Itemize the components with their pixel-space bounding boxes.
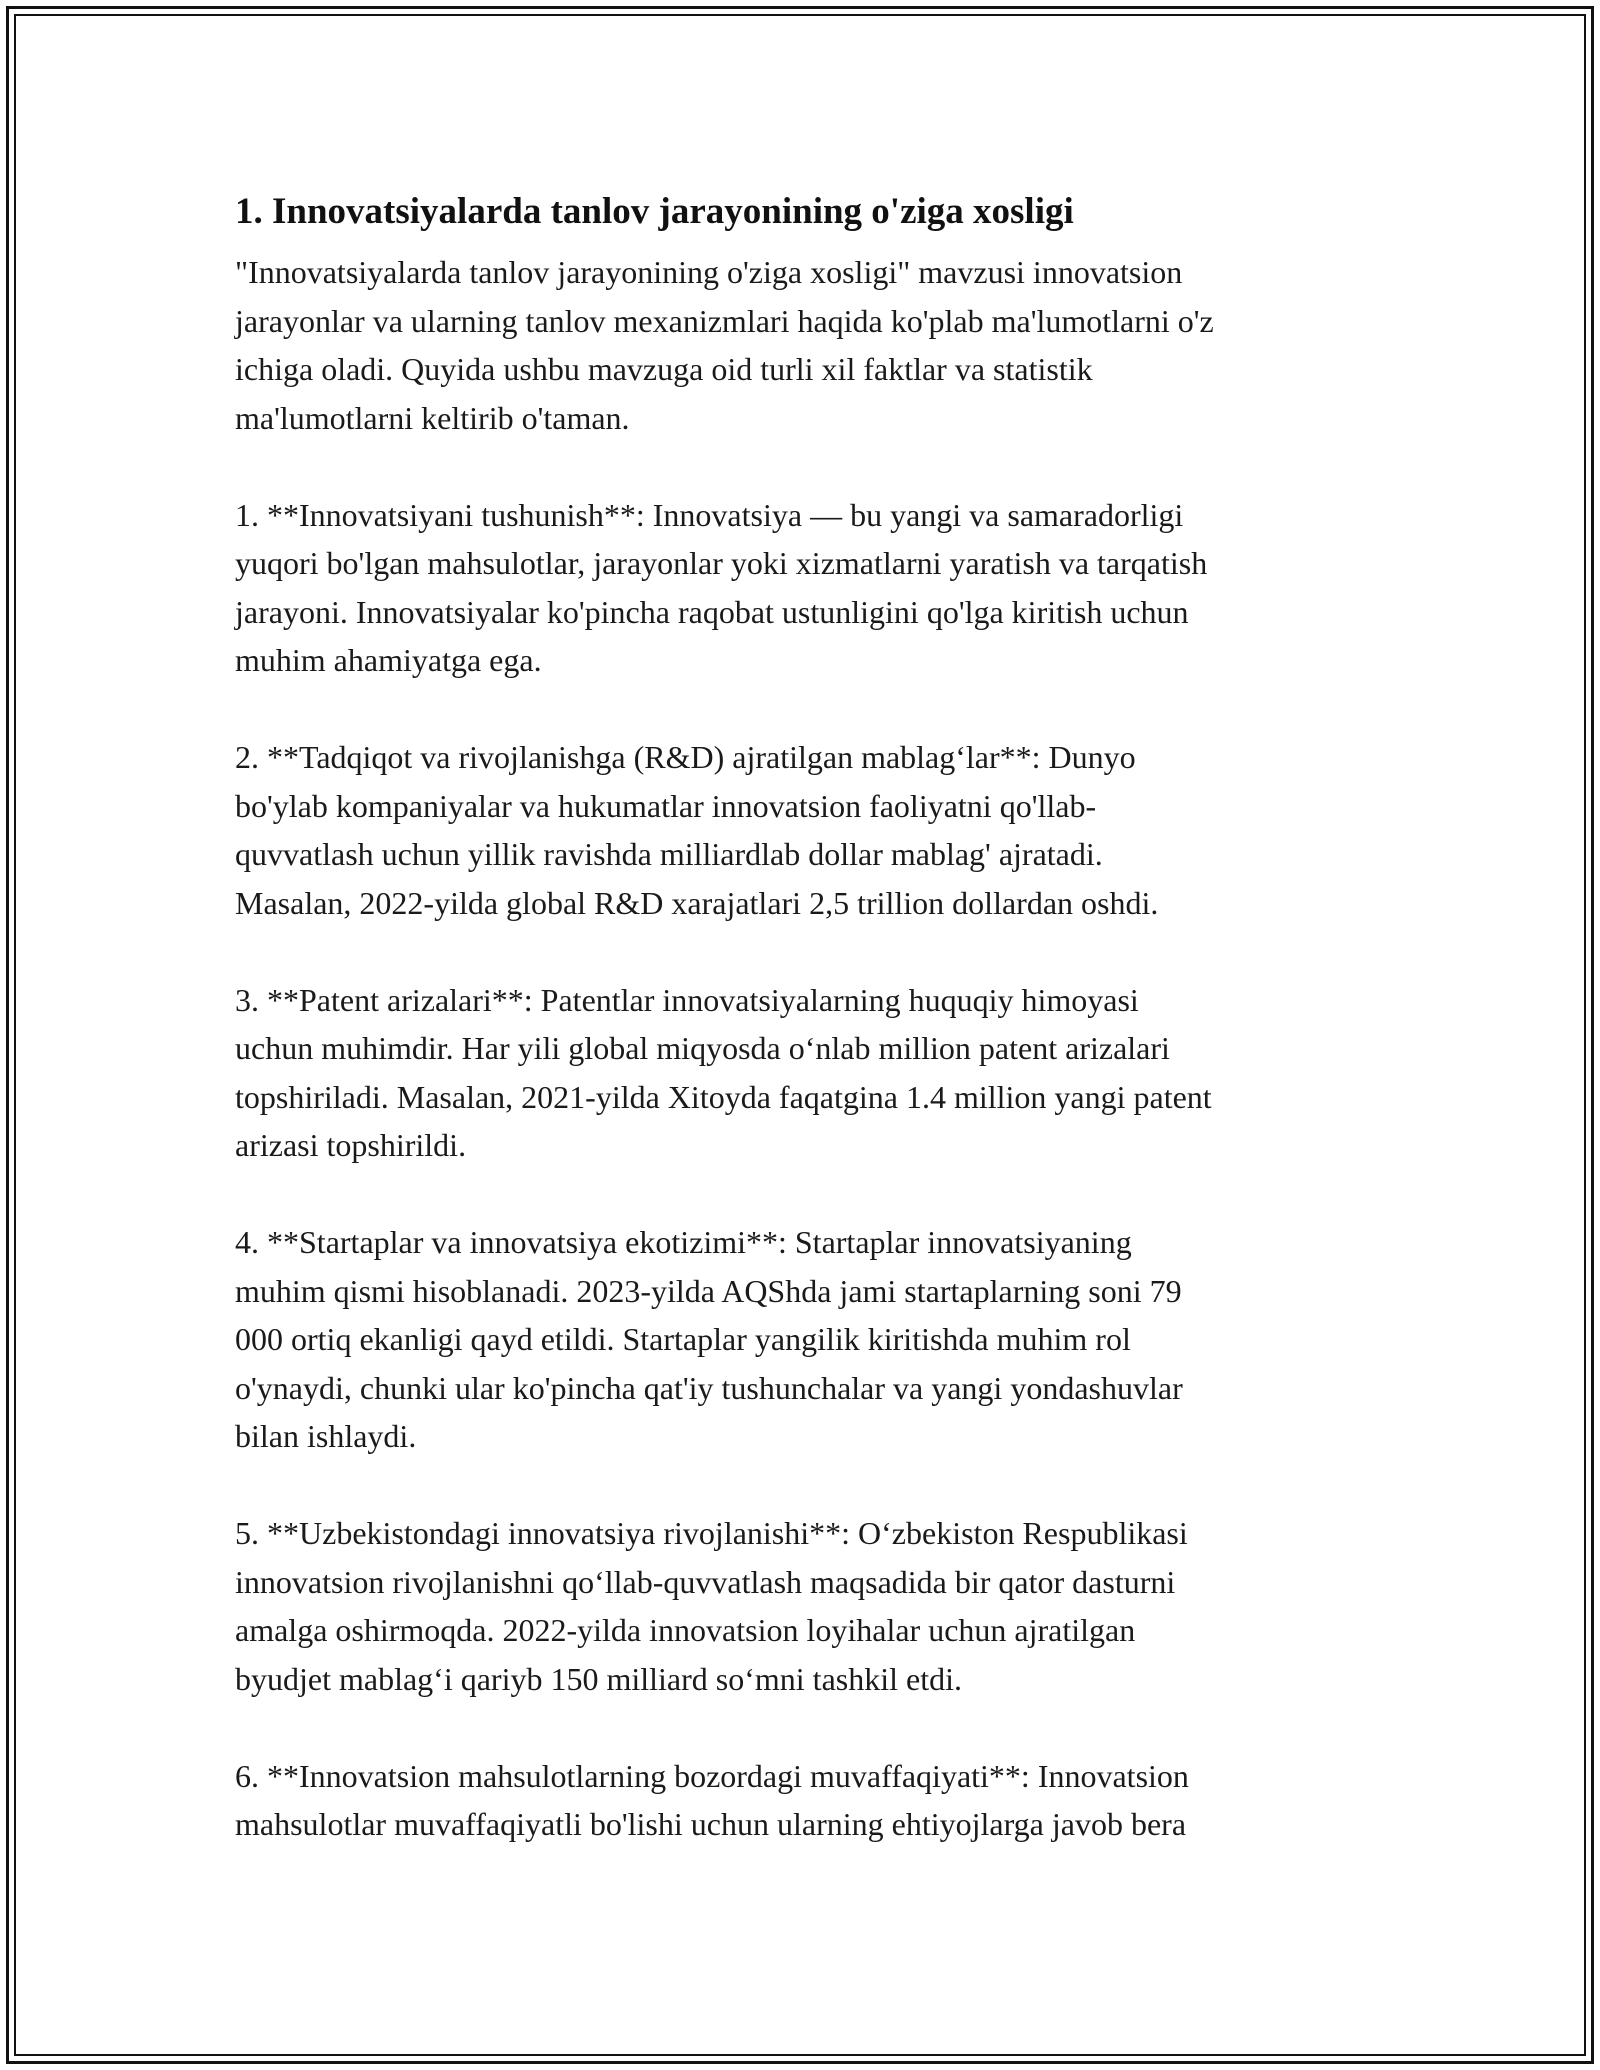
point-2-paragraph: 2. **Tadqiqot va rivojlanishga (R&D) ajratilgan mablag‘lar**: Dunyo bo'ylab kompaniyalar va hukumatlar innovatsion faoliyatni qo'llab- quvvatlash uchun yillik ravishda milliardlab dollar mablag' ajratadi. Masalan, 2022-yilda global R&D xarajatlari 2,5 trillion dollardan oshdi. xyxy=(235,739,1159,921)
point-3-paragraph: 3. **Patent arizalari**: Patentlar innovatsiyalarning huquqiy himoyasi uchun muhimdir. Har yili global miqyosda o‘nlab million patent arizalari topshiriladi. Masalan, 2021-yilda Xitoyda faqatgina 1.4 million yangi patent arizasi topshirildi. xyxy=(235,981,1212,1163)
document-body xyxy=(235,186,1385,1849)
point-6-paragraph: 6. **Innovatsion mahsulotlarning bozordagi muvaffaqiyati**: Innovatsion mahsulotlar muvaffaqiyatli bo'lishi uchun ularning ehtiyojlarga javob bera xyxy=(235,1757,1189,1842)
section-heading: 1. Innovatsiyalarda tanlov jarayonining o'ziga xosligi xyxy=(235,191,1074,232)
paragraph-gap xyxy=(235,1461,1385,1510)
paragraph-gap xyxy=(235,1703,1385,1752)
point-5-paragraph: 5. **Uzbekistondagi innovatsiya rivojlanishi**: O‘zbekiston Respublikasi innovatsion rivojlanishni qo‘llab-quvvatlash maqsadida bir qator dasturni amalga oshirmoqda. 2022-yilda innovatsion loyihalar uchun ajratilgan byudjet mablag‘i qariyb 150 milliard so‘mni tashkil etdi. xyxy=(235,1515,1188,1697)
paragraph-gap xyxy=(235,685,1385,734)
paragraph-gap xyxy=(235,442,1385,491)
paragraph-gap xyxy=(235,1170,1385,1219)
point-1-paragraph: 1. **Innovatsiyani tushunish**: Innovatsiya — bu yangi va samaradorligi yuqori bo'lgan mahsulotlar, jarayonlar yoki xizmatlarni yaratish va tarqatish jarayoni. Innovatsiyalar ko'pincha raqobat ustunligini qo'lga kiritish uchun muhim ahamiyatga ega. xyxy=(235,496,1208,678)
point-4-paragraph: 4. **Startaplar va innovatsiya ekotizimi**: Startaplar innovatsiyaning muhim qismi hisoblanadi. 2023-yilda AQShda jami startaplarning soni 79 000 ortiq ekanligi qayd etildi. Startaplar yangilik kiritishda muhim rol o'ynaydi, chunki ular ko'pincha qat'iy tushunchalar va yangi yondashuvlar bilan ishlaydi. xyxy=(235,1224,1183,1454)
intro-paragraph: "Innovatsiyalarda tanlov jarayonining o'ziga xosligi" mavzusi innovatsion jarayonlar va ularning tanlov mexanizmlari haqida ko'plab ma'lumotlarni o'z ichiga oladi. Quyida ushbu mavzuga oid turli xil faktlar va statistik ma'lumotlarni keltirib o'taman. xyxy=(235,254,1214,436)
paragraph-gap xyxy=(235,927,1385,976)
